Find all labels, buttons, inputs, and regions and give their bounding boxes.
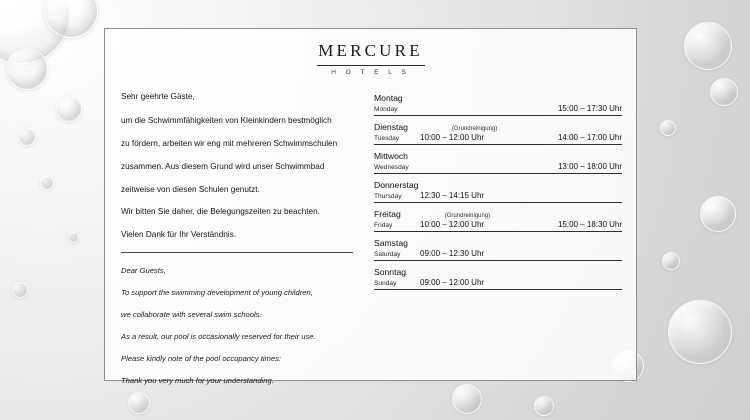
content-columns: [105, 81, 636, 386]
english-paragraph: As a result, our pool is occasionally reserved for their use.: [121, 332, 316, 342]
german-paragraph: Wir bitten Sie daher, die Belegungszeiten zu beachten.: [121, 207, 320, 217]
time-slot-2: 14:00 – 17:00 Uhr: [557, 133, 622, 142]
time-slot-1: 10:00 – 12:00 Uhr: [420, 220, 485, 229]
bubble-icon: [68, 232, 79, 243]
schedule-day-heading: [374, 180, 622, 190]
day-note: (Grundreinigung): [451, 126, 498, 132]
schedule-day-times: [374, 278, 622, 290]
day-name-en: Wednesday: [374, 164, 409, 171]
brand-subtitle: H O T E L S: [331, 69, 410, 76]
english-paragraph: Dear Guests,: [121, 266, 166, 276]
bubble-icon: [668, 300, 732, 364]
day-name-en: Friday: [374, 222, 393, 229]
schedule-day: [374, 122, 622, 145]
brand-logo: [105, 41, 636, 76]
bubble-icon: [128, 392, 150, 414]
schedule-day: [374, 93, 622, 116]
bubble-icon: [662, 252, 680, 270]
brand-rule: [317, 65, 425, 66]
day-name-de: Freitag: [374, 209, 401, 219]
schedule-day: [374, 180, 622, 203]
schedule-day-heading: [374, 238, 622, 248]
time-slot-2: 13:00 – 18:00 Uhr: [557, 162, 622, 171]
schedule-day: [374, 238, 622, 261]
language-divider: [121, 252, 353, 253]
english-paragraph: Thank you very much for your understanding.: [121, 376, 274, 386]
schedule-day: [374, 209, 622, 232]
time-slot-1: 09:00 – 12:30 Uhr: [420, 249, 485, 258]
schedule-day: [374, 267, 622, 290]
time-slot-1: 12:30 – 14:15 Uhr: [420, 191, 485, 200]
bubble-icon: [56, 96, 82, 122]
schedule-day-times: [374, 191, 622, 203]
schedule-day-heading: [374, 151, 622, 161]
time-slot-1: 09:00 – 12:00 Uhr: [420, 278, 485, 287]
german-paragraph: zeitweise von diesen Schulen genutzt.: [121, 184, 260, 194]
schedule-day-heading: [374, 209, 622, 219]
schedule-day: [374, 151, 622, 174]
brand-name: MERCURE: [318, 41, 423, 60]
day-name-de: Montag: [374, 93, 403, 103]
day-name-en: Saturday: [374, 251, 401, 258]
day-name-en: Sunday: [374, 280, 397, 287]
schedule-day-times: [374, 162, 622, 174]
schedule-day-times: [374, 220, 622, 232]
time-slot-2: 15:00 – 17:30 Uhr: [557, 104, 622, 113]
german-paragraph: zusammen. Aus diesem Grund wird unser Schwimmbad: [121, 161, 325, 171]
bubble-icon: [700, 196, 736, 232]
german-paragraph: zu fördern, arbeiten wir eng mit mehreren Schwimmschulen: [121, 138, 338, 148]
day-name-de: Donnerstag: [374, 180, 419, 190]
bubble-icon: [660, 120, 676, 136]
day-name-en: Tuesday: [374, 135, 400, 142]
english-paragraph: Please kindly note of the pool occupancy times:: [121, 354, 281, 364]
german-paragraph: Sehr geehrte Gäste,: [121, 92, 195, 101]
schedule-day-heading: [374, 93, 622, 103]
notice-sheet: [104, 28, 637, 386]
day-name-en: Monday: [374, 106, 398, 113]
schedule-day-times: [374, 133, 622, 145]
bubble-icon: [40, 176, 54, 190]
day-name-de: Mittwoch: [374, 151, 408, 161]
schedule-day-heading: [374, 122, 622, 132]
bubble-icon: [684, 22, 732, 70]
time-slot-1: 10:00 – 12:00 Uhr: [420, 133, 485, 142]
english-paragraph: we collaborate with several swim schools.: [121, 310, 262, 320]
day-name-de: Dienstag: [374, 122, 408, 132]
day-name-de: Samstag: [374, 238, 408, 248]
german-paragraph: um die Schwimmfähigkeiten von Kleinkindern bestmöglich: [121, 115, 332, 125]
message-column: [105, 81, 372, 386]
bubble-icon: [12, 282, 28, 298]
bubble-icon: [18, 128, 36, 146]
day-name-en: Thursday: [374, 193, 402, 200]
day-note: (Grundreinigung): [444, 213, 491, 219]
bubble-icon: [452, 384, 482, 414]
schedule-day-times: [374, 249, 622, 261]
schedule-day-heading: [374, 267, 622, 277]
schedule-day-times: [374, 104, 622, 116]
schedule-column: [372, 81, 636, 377]
time-slot-2: 15:00 – 18:30 Uhr: [557, 220, 622, 229]
bubble-icon: [710, 78, 738, 106]
bubble-icon: [6, 48, 48, 90]
bubble-icon: [534, 396, 554, 416]
english-paragraph: To support the swimming development of young children,: [121, 288, 313, 298]
day-name-de: Sonntag: [374, 267, 407, 277]
german-paragraph: Vielen Dank für Ihr Verständnis.: [121, 230, 236, 240]
